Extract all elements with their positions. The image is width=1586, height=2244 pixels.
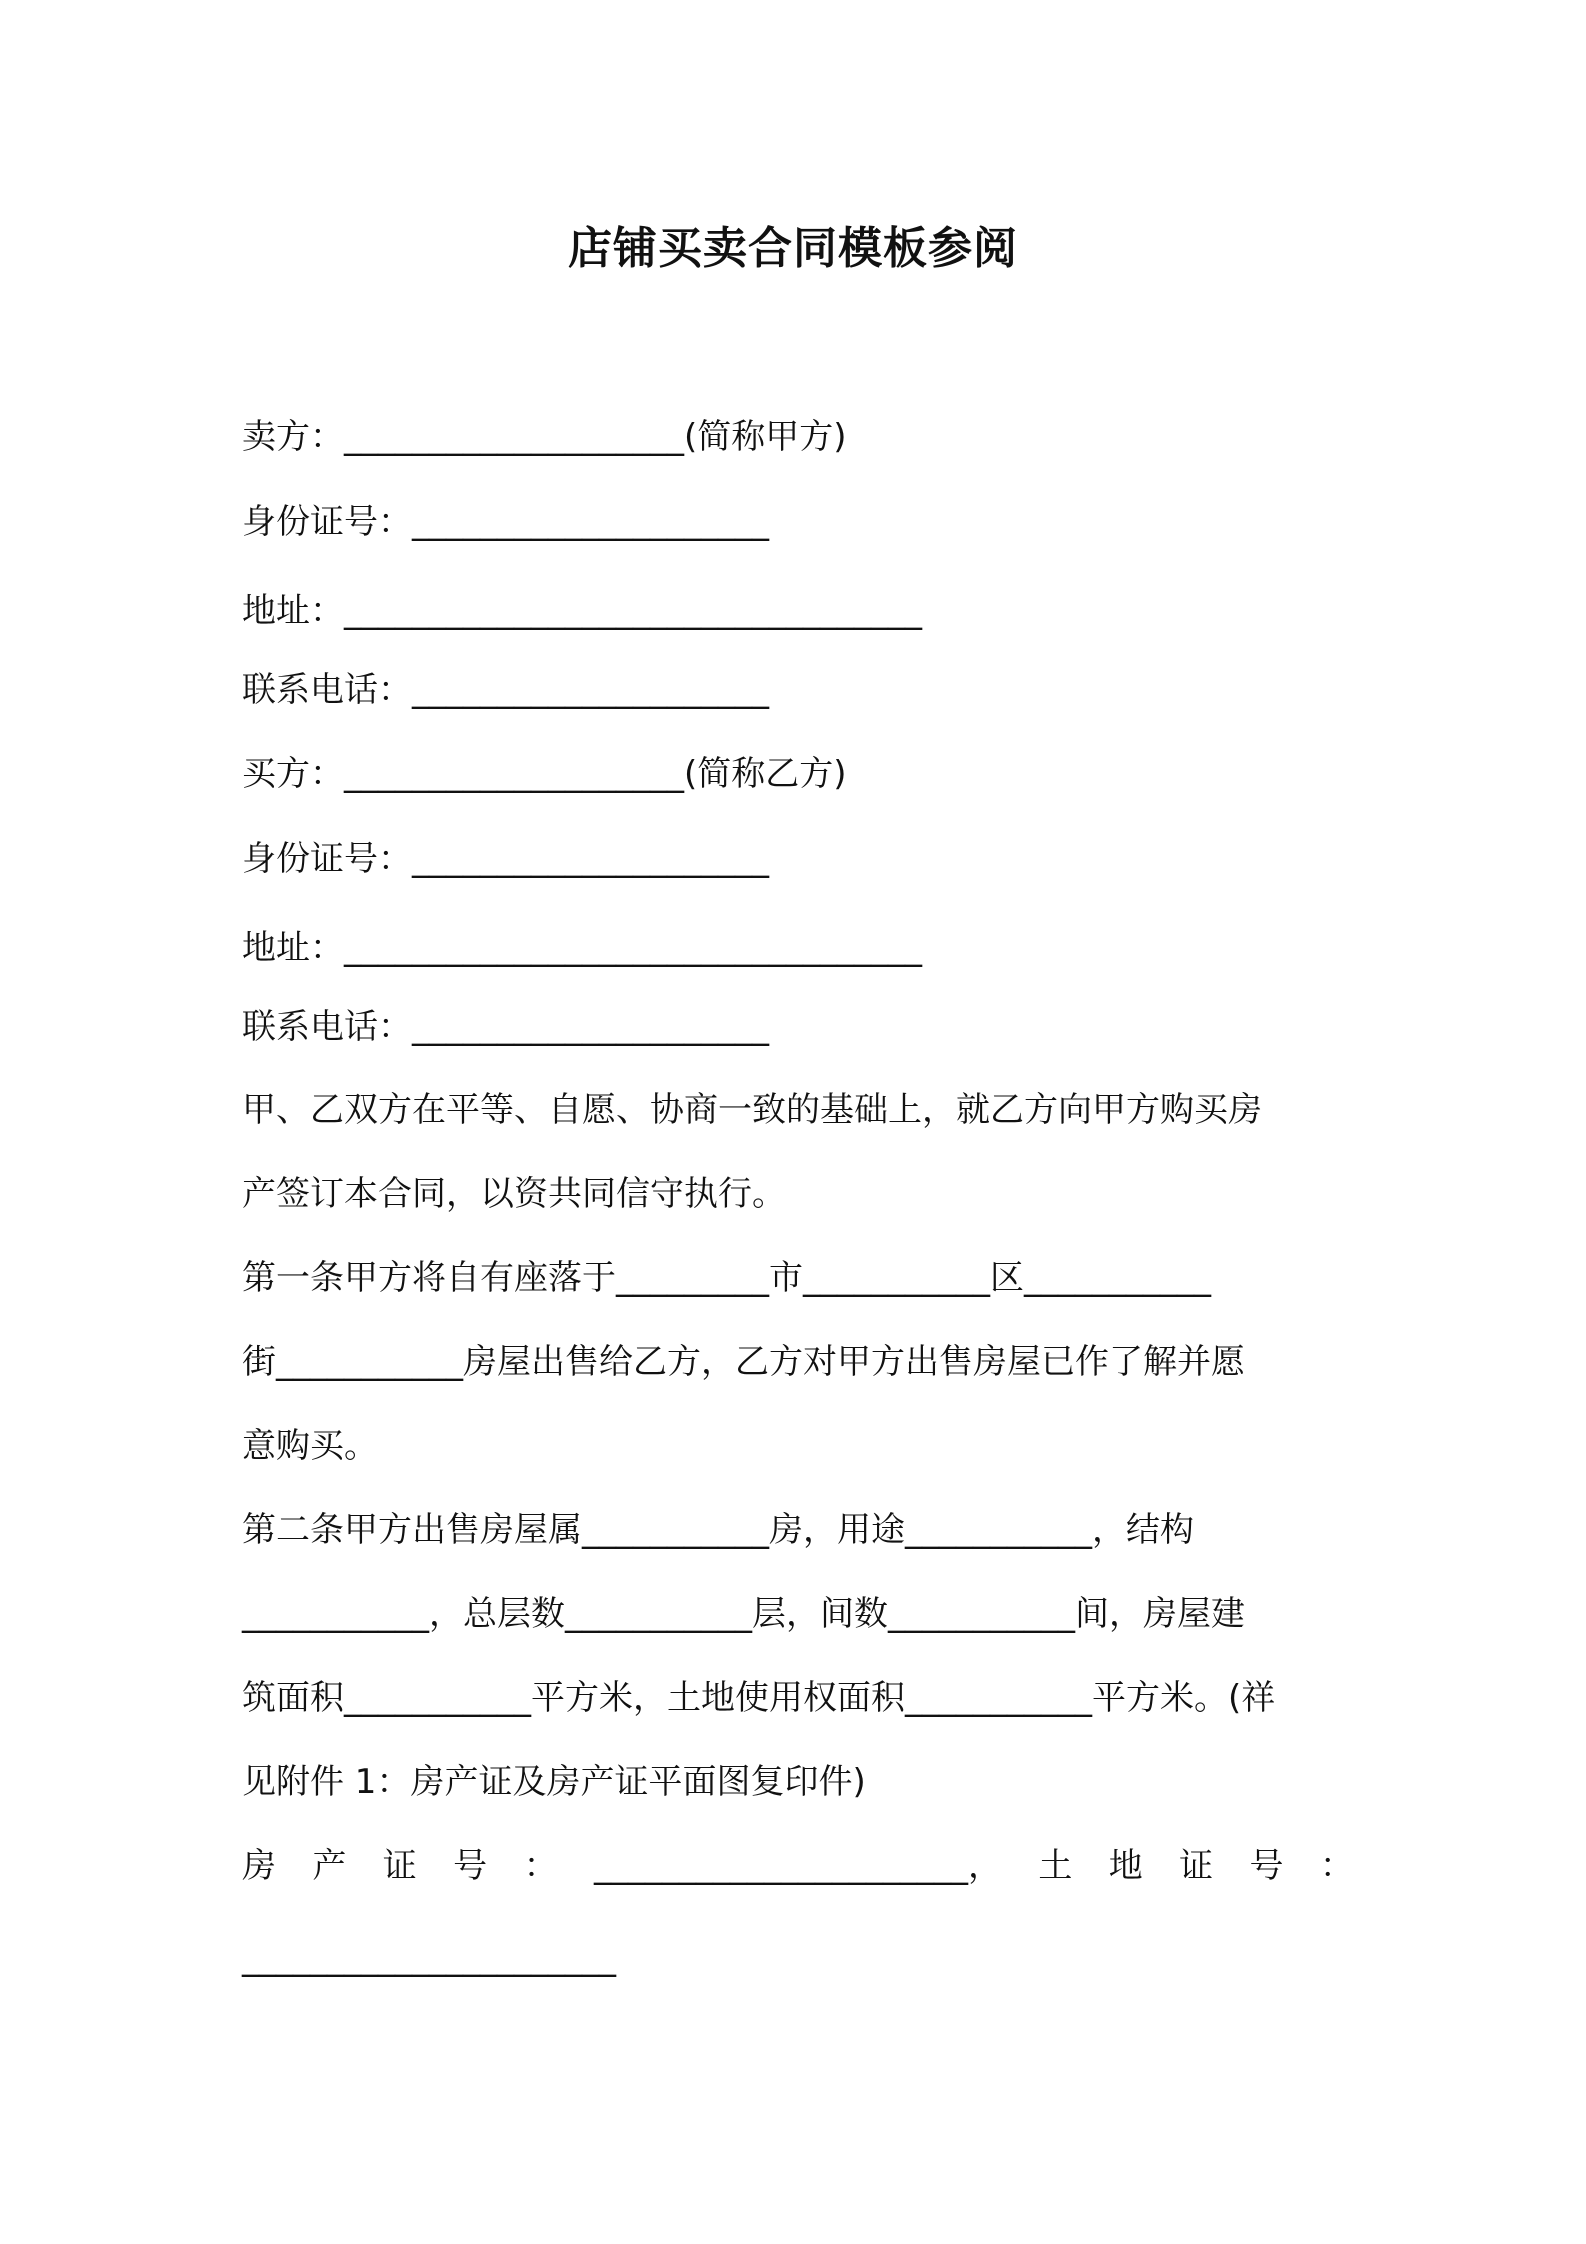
article-1-line-2: 街___________房屋出售给乙方，乙方对甲方出售房屋已作了解并愿 [242,1342,1245,1382]
article-1-line-1: 第一条甲方将自有座落于_________市___________区___________ [242,1258,1211,1298]
document-title: 店铺买卖合同模板参阅 [568,223,1018,274]
preamble-line-1: 甲、乙双方在平等、自愿、协商一致的基础上，就乙方向甲方购买房 [242,1090,1262,1130]
article-1-line-3: 意购买。 [242,1426,378,1466]
land-char: ： [1319,1846,1354,1886]
cert-char: 产 [312,1846,347,1886]
certificate-number-line [242,1844,1354,1888]
buyer-id-line: 身份证号：_____________________ [242,839,769,879]
cert-char: 证 [382,1846,417,1886]
land-char: 土 [1038,1846,1073,1886]
article-2-line-3: 筑面积___________平方米，土地使用权面积___________平方米。(祥 [242,1678,1276,1718]
land-certificate-blank: ______________________ [242,1938,616,1978]
seller-phone-line: 联系电话：_____________________ [242,670,769,710]
land-char: 证 [1179,1846,1214,1886]
seller-id-line: 身份证号：_____________________ [242,502,769,542]
preamble-line-2: 产签订本合同，以资共同信守执行。 [242,1174,786,1214]
cert-char: 号 [453,1846,488,1886]
buyer-phone-line: 联系电话：_____________________ [242,1007,769,1047]
buyer-line: 买方：____________________(简称乙方) [242,754,847,794]
article-2-line-1: 第二条甲方出售房屋属___________房，用途___________，结构 [242,1510,1194,1550]
buyer-address-line: 地址：__________________________________ [242,928,922,968]
land-char: 地 [1108,1846,1143,1886]
article-2-line-4: 见附件 1：房产证及房产证平面图复印件) [242,1762,866,1802]
seller-line: 卖方：____________________(简称甲方) [242,417,847,457]
article-2-line-2: ___________，总层数___________层，间数___________间，房屋建 [242,1594,1245,1634]
land-char: 号 [1249,1846,1284,1886]
cert-char: ： [523,1846,558,1886]
seller-address-line: 地址：__________________________________ [242,591,922,631]
cert-char: 房 [242,1846,276,1886]
cert-blank: ______________________， [593,1846,1002,1886]
